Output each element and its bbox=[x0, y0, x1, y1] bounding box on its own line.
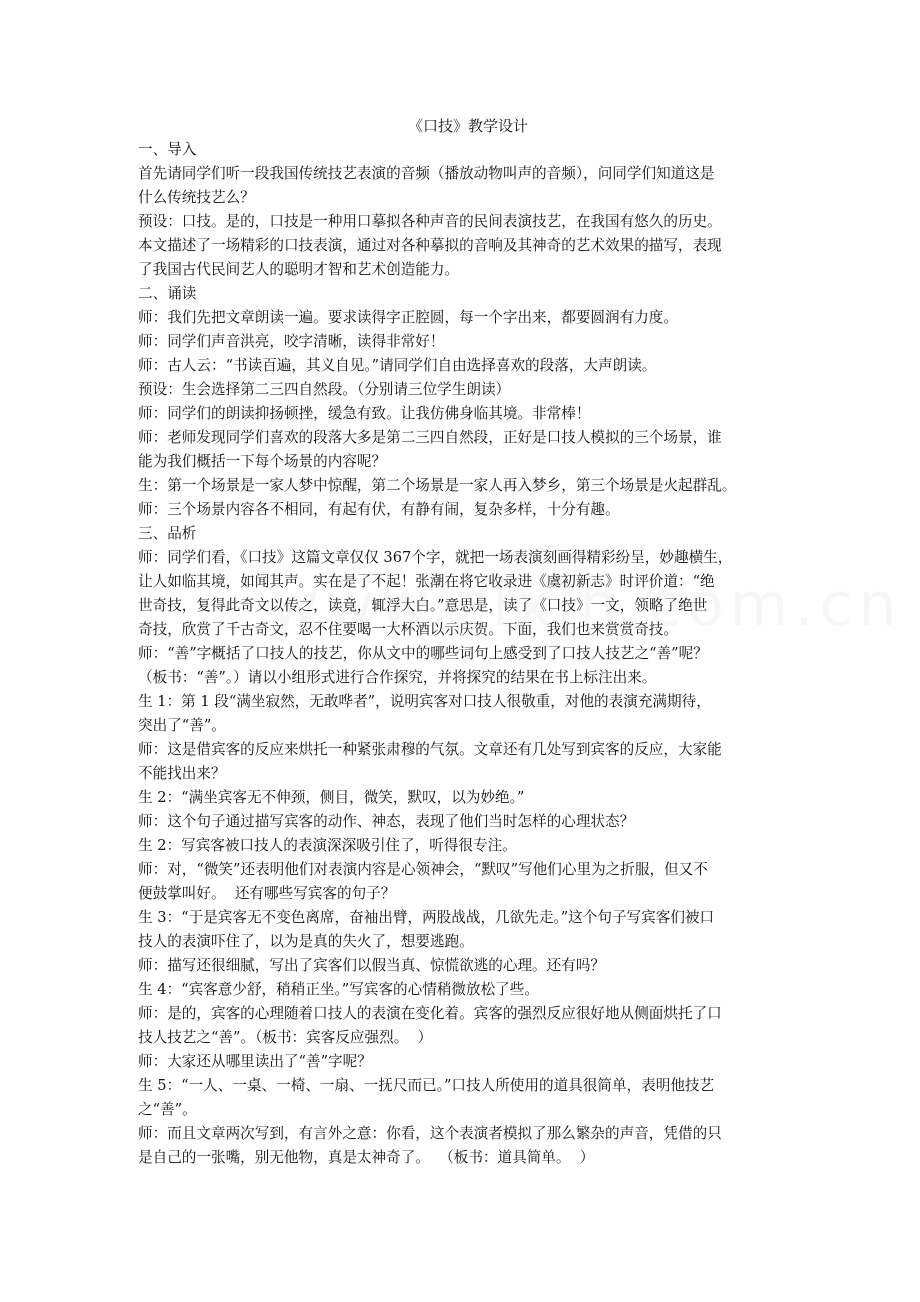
text-line: 师：同学们的朗读抑扬顿挫，缓急有致。让我仿佛身临其境。非常棒！ bbox=[138, 405, 591, 422]
text-line: 一、导入 bbox=[138, 141, 197, 158]
text-line: 师：这个句子通过描写宾客的动作、神态，表现了他们当时怎样的心理状态？ bbox=[138, 813, 635, 830]
text-line: 师：大家还从哪里读出了“善”字呢？ bbox=[138, 1053, 372, 1070]
text-line: 本文描述了一场精彩的口技表演，通过对各种摹拟的音响及其神奇的艺术效果的描写，表现 bbox=[138, 237, 722, 254]
text-line: 师：同学们看，《口技》这篇文章仅仅 367个字，就把一场表演刻画得精彩纷呈，妙趣横生， bbox=[138, 549, 733, 566]
text-line: 不能找出来？ bbox=[138, 765, 226, 782]
text-line: 师：老师发现同学们喜欢的段落大多是第二三四自然段，正好是口技人模拟的三个场景，谁 bbox=[138, 429, 722, 446]
text-line: 师：我们先把文章朗读一遍。要求读得字正腔圆，每一个字出来，都要圆润有力度。 bbox=[138, 309, 678, 326]
text-line: 生 1：第 1 段“满坐寂然，无敢哗者”，说明宾客对口技人很敬重，对他的表演充满期待， bbox=[138, 693, 711, 710]
text-line: 首先请同学们听一段我国传统技艺表演的音频（播放动物叫声的音频），问同学们知道这是 bbox=[138, 165, 715, 182]
text-line: 师：对，“微笑”还表明他们对表演内容是心领神会，“默叹”写他们心里为之折服，但又不 bbox=[138, 861, 708, 878]
document-title: 《口技》教学设计 bbox=[407, 117, 528, 135]
text-line: 预设：口技。是的，口技是一种用口摹拟各种声音的民间表演技艺，在我国有悠久的历史。 bbox=[138, 213, 722, 230]
text-line: 生 3：“于是宾客无不变色离席，奋袖出臂，两股战战，几欲先走。”这个句子写宾客们被口 bbox=[138, 909, 715, 926]
text-line: 是自己的一张嘴，别无他物，真是太神奇了。 （板书：道具简单。 ） bbox=[138, 1149, 595, 1166]
text-line: 技人技艺之“善”。（板书：宾客反应强烈。 ） bbox=[138, 1029, 433, 1046]
text-line: 生 2：写宾客被口技人的表演深深吸引住了，听得很专注。 bbox=[138, 837, 517, 854]
text-line: 奇技，欣赏了千古奇文，忍不住要喝一大杯酒以示庆贺。下面，我们也来赏赏奇技。 bbox=[138, 621, 678, 638]
text-line: 生 5：“一人、一桌、一椅、一扇、一抚尺而已。”口技人所使用的道具很简单，表明他技艺 bbox=[138, 1077, 715, 1094]
text-line: 了我国古代民间艺人的聪明才智和艺术创造能力。 bbox=[138, 261, 460, 278]
text-line: 之“善”。 bbox=[138, 1101, 197, 1118]
text-line: 什么传统技艺么？ bbox=[138, 189, 255, 206]
text-line: 预设：生会选择第二三四自然段。（分别请三位学生朗读） bbox=[138, 381, 511, 398]
text-line: 师：描写还很细腻，写出了宾客们以假当真、惊慌欲逃的心理。还有吗？ bbox=[138, 957, 606, 974]
text-line: 师：古人云：“书读百遍，其义自见。”请同学们自由选择喜欢的段落，大声朗读。 bbox=[138, 357, 657, 374]
text-line: 生：第一个场景是一家人梦中惊醒，第二个场景是一家人再入梦乡，第三个场景是火起群乱。 bbox=[138, 477, 737, 494]
text-line: 师：这是借宾客的反应来烘托一种紧张肃穆的气氛。文章还有几处写到宾客的反应，大家能 bbox=[138, 741, 722, 758]
text-line: 师：而且文章两次写到，有言外之意：你看，这个表演者模拟了那么繁杂的声音，凭借的只 bbox=[138, 1125, 722, 1142]
text-line: 让人如临其境，如闻其声。实在是了不起！张潮在将它收录进《虞初新志》时评价道：“绝 bbox=[138, 573, 715, 590]
text-line: 突出了“善”。 bbox=[138, 717, 226, 734]
document-page bbox=[138, 114, 798, 1170]
text-line: 生 2：“满坐宾客无不伸颈，侧目，微笑，默叹，以为妙绝。” bbox=[138, 789, 525, 806]
text-line: 能为我们概括一下每个场景的内容呢？ bbox=[138, 453, 387, 470]
text-line: 师：三个场景内容各不相同，有起有伏，有静有闹，复杂多样，十分有趣。 bbox=[138, 501, 620, 518]
text-line: （板书：“善”。）请以小组形式进行合作探究，并将探究的结果在书上标注出来。 bbox=[138, 669, 657, 686]
text-line: 三、品析 bbox=[138, 525, 197, 542]
document-body bbox=[138, 138, 798, 1170]
text-line: 师：同学们声音洪亮，咬字清晰，读得非常好！ bbox=[138, 333, 445, 350]
text-line: 二、诵读 bbox=[138, 285, 197, 302]
text-line: 师：“善”字概括了口技人的技艺，你从文中的哪些词句上感受到了口技人技艺之“善”呢？ bbox=[138, 645, 708, 662]
text-line: 生 4：“宾客意少舒，稍稍正坐。”写宾客的心情稍微放松了些。 bbox=[138, 981, 539, 998]
text-line: 便鼓掌叫好。 还有哪些写宾客的句子？ bbox=[138, 885, 396, 902]
text-line: 技人的表演吓住了，以为是真的失火了，想要逃跑。 bbox=[138, 933, 474, 950]
text-line: 世奇技，复得此奇文以传之，读竟，辄浮大白。”意思是，读了《口技》一文，领略了绝世 bbox=[138, 597, 708, 614]
text-line: 师：是的，宾客的心理随着口技人的表演在变化着。宾客的强烈反应很好地从侧面烘托了口 bbox=[138, 1005, 722, 1022]
